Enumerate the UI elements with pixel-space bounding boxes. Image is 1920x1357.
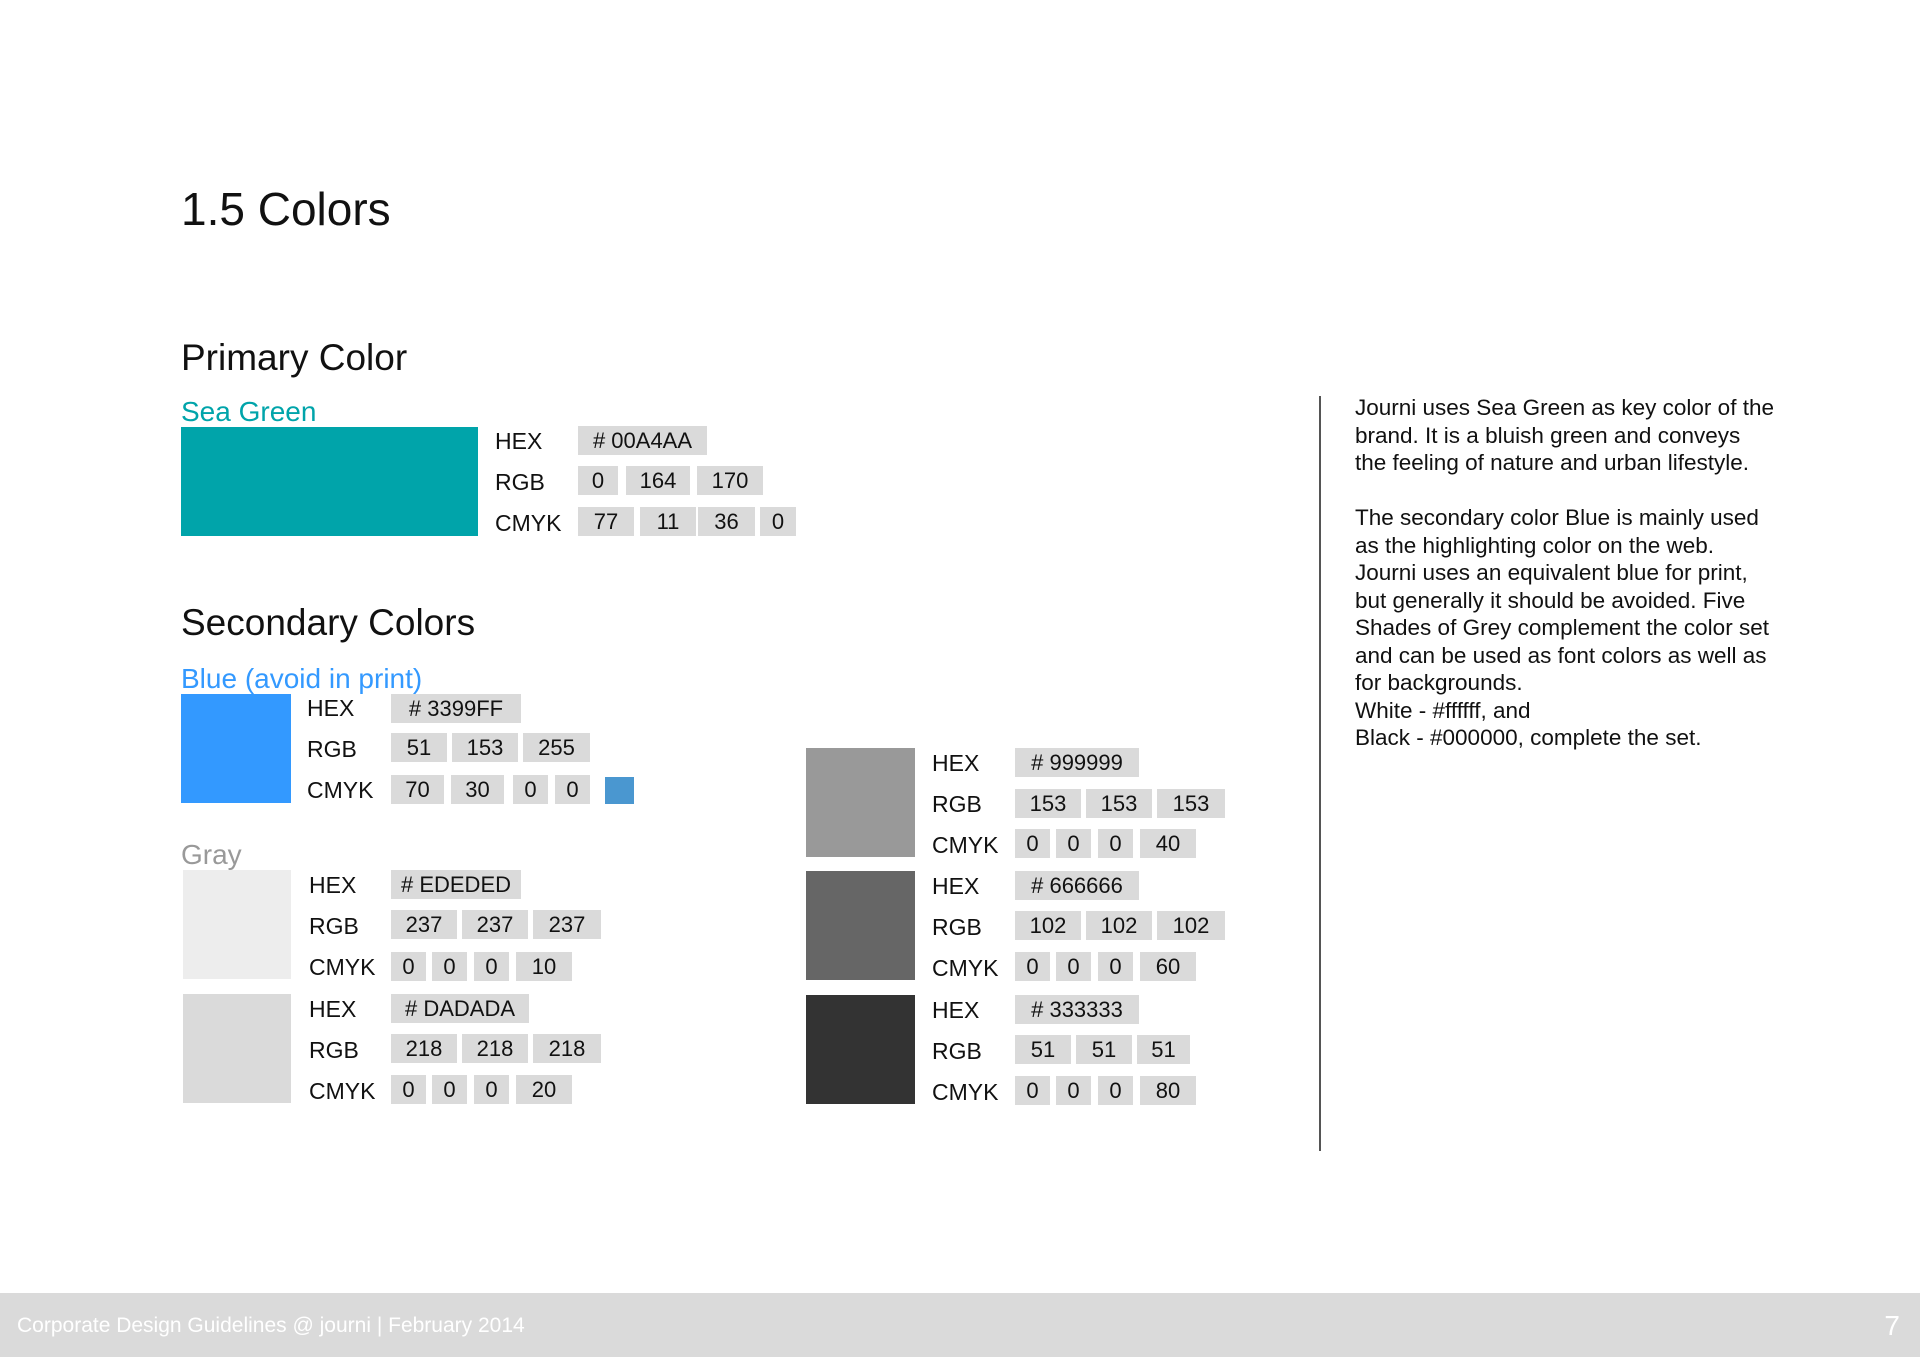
description-paragraph-2: The secondary color Blue is mainly used as the highlighting color on the web. Journi uses an equivalent blue for print, but generally it should be avoided. Five Shades of Grey complement the color set and can be used as font colors as well as for backgrounds. (1355, 505, 1769, 695)
gray-dadada-swatch (183, 994, 291, 1103)
gray-666666-rgb-g: 102 (1086, 911, 1152, 940)
gray-999999-cmyk-c: 0 (1015, 829, 1050, 858)
gray-666666-hex-value: # 666666 (1015, 871, 1139, 900)
gray-999999-hex-value: # 999999 (1015, 748, 1139, 777)
gray-dadada-rgb-g: 218 (462, 1034, 528, 1063)
gray-999999-rgb-r: 153 (1015, 789, 1081, 818)
blue-name: Blue (avoid in print) (181, 663, 423, 694)
blue-cmyk-k: 0 (555, 775, 590, 804)
cmyk-label: CMYK (932, 955, 999, 981)
gray-999999-rgb-b: 153 (1157, 789, 1225, 818)
sea-green-name: Sea Green (181, 396, 317, 427)
gray-dadada-hex-value: # DADADA (391, 994, 529, 1023)
sea-green-cmyk-c: 77 (578, 507, 634, 536)
gray-ededed-swatch (183, 870, 291, 979)
rgb-label: RGB (932, 914, 982, 940)
description-white-line: White - #ffffff, and (1355, 697, 1531, 723)
cmyk-label: CMYK (307, 777, 374, 803)
hex-label: HEX (495, 428, 543, 454)
cmyk-label: CMYK (495, 510, 562, 536)
gray-dadada-cmyk-m: 0 (432, 1075, 467, 1104)
gray-666666-cmyk-m: 0 (1056, 952, 1091, 981)
sea-green-cmyk-k: 0 (760, 507, 796, 536)
gray-333333-cmyk-m: 0 (1056, 1076, 1091, 1105)
rgb-label: RGB (932, 791, 982, 817)
gray-666666-cmyk-c: 0 (1015, 952, 1050, 981)
cmyk-label: CMYK (309, 954, 376, 980)
sea-green-rgb-b: 170 (697, 466, 763, 495)
blue-cmyk-c: 70 (391, 775, 444, 804)
gray-dadada-rgb-b: 218 (533, 1034, 601, 1063)
gray-dadada-rgb-r: 218 (391, 1034, 457, 1063)
gray-dadada-cmyk-k: 20 (516, 1075, 572, 1104)
sea-green-hex-value: # 00A4AA (578, 426, 707, 455)
gray-666666-rgb-r: 102 (1015, 911, 1081, 940)
cmyk-label: CMYK (309, 1078, 376, 1104)
gray-ededed-hex-value: # EDEDED (391, 870, 521, 899)
gray-333333-rgb-r: 51 (1015, 1035, 1071, 1064)
gray-dadada-cmyk-c: 0 (391, 1075, 426, 1104)
rgb-label: RGB (307, 736, 357, 762)
hex-label: HEX (309, 872, 357, 898)
page-title: 1.5 Colors (181, 183, 391, 235)
gray-ededed-rgb-g: 237 (462, 910, 528, 939)
rgb-label: RGB (932, 1038, 982, 1064)
gray-333333-cmyk-k: 80 (1140, 1076, 1196, 1105)
gray-333333-rgb-g: 51 (1076, 1035, 1132, 1064)
gray-999999-cmyk-m: 0 (1056, 829, 1091, 858)
gray-333333-cmyk-c: 0 (1015, 1076, 1050, 1105)
rgb-label: RGB (309, 1037, 359, 1063)
gray-ededed-cmyk-y: 0 (474, 952, 509, 981)
hex-label: HEX (932, 997, 980, 1023)
gray-666666-cmyk-y: 0 (1098, 952, 1133, 981)
blue-hex-value: # 3399FF (391, 694, 521, 723)
column-divider (1319, 396, 1321, 1151)
gray-ededed-cmyk-c: 0 (391, 952, 426, 981)
page-number: 7 (1884, 1310, 1900, 1341)
sea-green-cmyk-m: 11 (640, 507, 696, 536)
description-paragraph-1: Journi uses Sea Green as key color of the brand. It is a bluish green and conveys the feeling of nature and urban lifestyle. (1355, 395, 1774, 475)
cmyk-label: CMYK (932, 832, 999, 858)
secondary-colors-heading: Secondary Colors (181, 602, 476, 643)
gray-333333-rgb-b: 51 (1137, 1035, 1190, 1064)
sea-green-cmyk-y: 36 (698, 507, 755, 536)
gray-name: Gray (181, 839, 242, 870)
gray-999999-cmyk-k: 40 (1140, 829, 1196, 858)
blue-rgb-r: 51 (391, 733, 447, 762)
gray-666666-rgb-b: 102 (1157, 911, 1225, 940)
color-description (1355, 394, 1775, 752)
blue-rgb-b: 255 (523, 733, 590, 762)
hex-label: HEX (932, 873, 980, 899)
gray-999999-cmyk-y: 0 (1098, 829, 1133, 858)
hex-label: HEX (932, 750, 980, 776)
gray-333333-cmyk-y: 0 (1098, 1076, 1133, 1105)
blue-cmyk-m: 30 (451, 775, 504, 804)
gray-666666-cmyk-k: 60 (1140, 952, 1196, 981)
blue-cmyk-y: 0 (513, 775, 548, 804)
rgb-label: RGB (495, 469, 545, 495)
hex-label: HEX (307, 695, 355, 721)
blue-rgb-g: 153 (452, 733, 518, 762)
gray-ededed-cmyk-m: 0 (432, 952, 467, 981)
blue-print-swatch (605, 777, 634, 804)
hex-label: HEX (309, 996, 357, 1022)
gray-ededed-rgb-b: 237 (533, 910, 601, 939)
gray-ededed-cmyk-k: 10 (516, 952, 572, 981)
gray-dadada-cmyk-y: 0 (474, 1075, 509, 1104)
gray-333333-hex-value: # 333333 (1015, 995, 1139, 1024)
description-black-line: Black - #000000, complete the set. (1355, 725, 1702, 750)
gray-333333-swatch (806, 995, 915, 1104)
gray-999999-rgb-g: 153 (1086, 789, 1152, 818)
blue-swatch (181, 694, 291, 803)
gray-ededed-rgb-r: 237 (391, 910, 457, 939)
rgb-label: RGB (309, 913, 359, 939)
sea-green-swatch (181, 427, 478, 536)
gray-999999-swatch (806, 748, 915, 857)
sea-green-rgb-r: 0 (578, 466, 618, 495)
cmyk-label: CMYK (932, 1079, 999, 1105)
primary-color-heading: Primary Color (181, 337, 408, 378)
footer-text: Corporate Design Guidelines @ journi | February 2014 (17, 1314, 525, 1337)
gray-666666-swatch (806, 871, 915, 980)
sea-green-rgb-g: 164 (626, 466, 690, 495)
